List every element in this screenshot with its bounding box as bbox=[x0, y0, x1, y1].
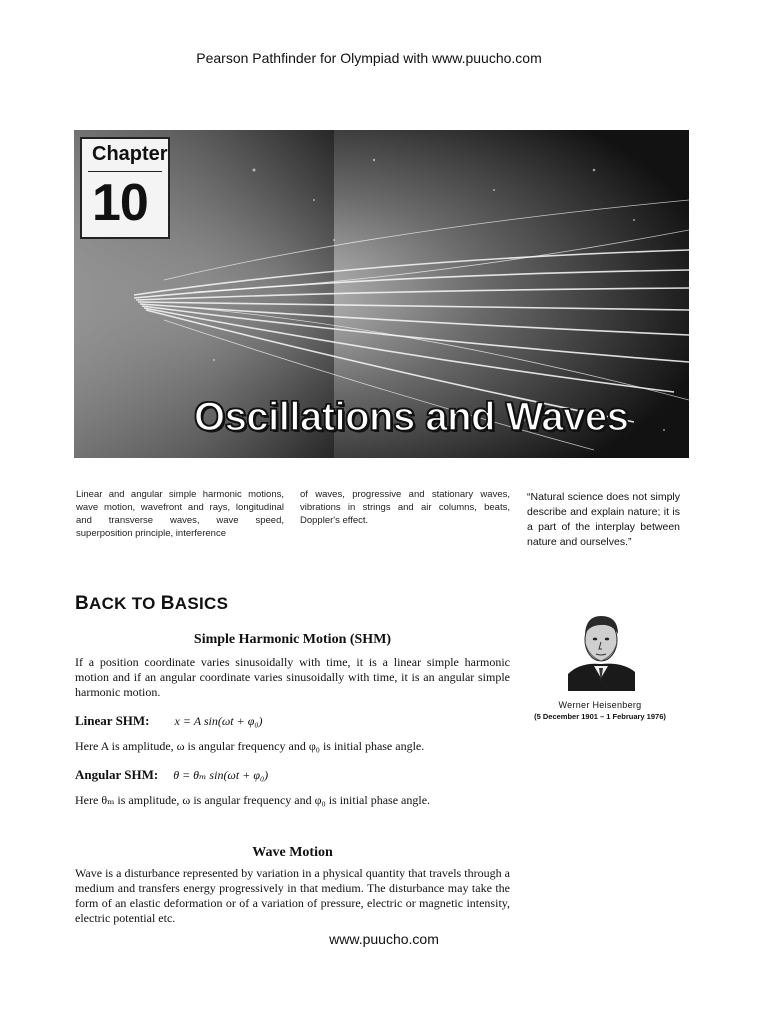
linear-shm-equation: x = A sin(ωt + φ₀) bbox=[174, 714, 263, 728]
chapter-divider bbox=[88, 171, 162, 172]
chapter-title: Oscillations and Waves bbox=[194, 395, 629, 439]
page-header: Pearson Pathfinder for Olympiad with www.puucho.com bbox=[196, 50, 542, 66]
syllabus-column-1: Linear and angular simple harmonic motions, wave motion, wavefront and rays, longitudinal and transverse waves, wave speed, superposition principle, interference bbox=[76, 489, 284, 539]
page-footer: www.puucho.com bbox=[329, 931, 439, 947]
angular-shm-line bbox=[75, 767, 510, 783]
angular-shm-equation: θ = θₘ sin(ωt + φ₀) bbox=[173, 768, 269, 782]
wave-motion-title: Wave Motion bbox=[252, 845, 333, 860]
linear-shm-description: Here A is amplitude, ω is angular frequency and φ₀ is initial phase angle. bbox=[75, 739, 425, 753]
shm-title: Simple Harmonic Motion (SHM) bbox=[193, 632, 392, 647]
heisenberg-quote: “Natural science does not simply describe and explain nature; it is a part of the interplay between nature and ourselves.” bbox=[527, 491, 680, 548]
shm-intro: If a position coordinate varies sinusoidally with time, it is a linear simple harmonic motion and if an angular coordinate varies sinusoidally with time, it is an angular simple harmonic motion. bbox=[75, 655, 510, 699]
linear-shm-line bbox=[75, 713, 510, 729]
syllabus-column-2: of waves, progressive and stationary waves, vibrations in strings and air columns, beats, Doppler's effect. bbox=[300, 489, 510, 526]
portrait-caption-name: Werner Heisenberg bbox=[558, 700, 642, 710]
chapter-word: Chapter bbox=[92, 143, 168, 165]
portrait-caption-dates: (5 December 1901 – 1 February 1976) bbox=[534, 712, 666, 721]
chapter-label-box bbox=[80, 137, 170, 239]
heisenberg-portrait bbox=[568, 606, 635, 691]
linear-shm-label: Linear SHM: bbox=[75, 713, 150, 728]
angular-shm-label: Angular SHM: bbox=[75, 767, 159, 782]
wave-motion-text: Wave is a disturbance represented by variation in a physical quantity that travels through a medium and transfers energy progressively in that medium. The disturbance may take the form of an elastic deformation or of a variation of pressure, electric or magnetic intensity, electric potential etc. bbox=[75, 866, 510, 925]
section-heading: BACK TO BASICS bbox=[75, 593, 229, 614]
chapter-number: 10 bbox=[92, 174, 148, 232]
angular-shm-description: Here θₘ is amplitude, ω is angular frequency and φ₀ is initial phase angle. bbox=[75, 793, 431, 807]
